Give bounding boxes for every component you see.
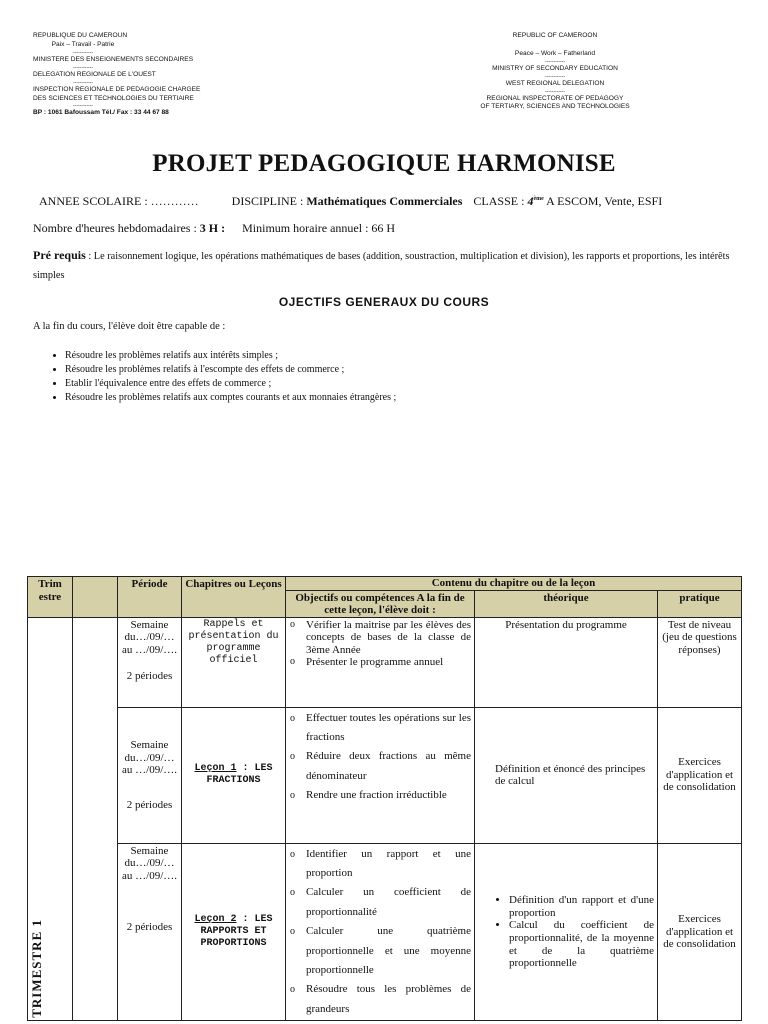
trimestre-cell (28, 617, 73, 1021)
header-periode: Période (118, 577, 182, 618)
prerequis-label: Pré requis (33, 248, 86, 262)
header-right-line: Peace – Work – Fatherland (514, 49, 596, 57)
periode-cell (118, 617, 182, 707)
lecon-cell (182, 843, 286, 1021)
header-left-line: DES SCIENCES ET TECHNOLOGIES DU TERTIAIRE (33, 94, 194, 102)
theorique-text: Définition et énoncé des principes de calcul (495, 762, 646, 788)
theorique-text: Présentation du programme (505, 618, 627, 631)
pratique-cell (658, 617, 742, 707)
theorique-cell (475, 707, 658, 843)
header-right-line: REGIONAL INSPECTORATE OF PEDAGOGY (486, 94, 624, 102)
pratique-text: Exercices d'application et de consolidation (663, 913, 736, 951)
periode-count: 2 périodes (126, 670, 173, 683)
objectif-item: o Effectuer toutes les opérations sur les fractions (306, 709, 471, 748)
classe-num: 4 (527, 194, 534, 208)
objectif-item: o Calculer un coefficient de proportionnalité (306, 883, 471, 922)
lecon-title: : LES RAPPORTS ET PROPORTIONS (200, 913, 273, 949)
list-item: • Résoudre les problèmes relatifs aux comptes courants et aux monnaies étrangères ; (65, 391, 396, 405)
page-title: PROJET PEDAGOGIQUE HARMONISE (152, 150, 616, 177)
header-left-line: DELEGATION REGIONALE DE L'OUEST (33, 70, 156, 78)
header-divider: ------------ (73, 79, 93, 86)
objectif-item: o Réduire deux fractions au même dénominateur (306, 747, 471, 786)
header-right-line: OF TERTIARY, SCIENCES AND TECHNOLOGIES (480, 103, 630, 111)
minimum-horaire: Minimum horaire annuel : 66 H (242, 221, 396, 235)
header-left-line: Paix – Travail - Patrie (51, 40, 115, 48)
lecon-cell (182, 617, 286, 707)
periode-count: 2 périodes (126, 798, 173, 811)
lecon-prefix: Leçon 2 (194, 913, 237, 925)
periode-semaine: Semaine du…/09/… au …/09/…. (122, 618, 177, 656)
header-empty (73, 577, 118, 618)
objectifs-cell (286, 707, 475, 843)
pratique-text: Exercices d'application et de consolidation (663, 756, 736, 794)
list-item: • Résoudre les problèmes relatifs à l'escompte des effets de commerce ; (65, 363, 396, 377)
objectif-item: o Rendre une fraction irréductible (306, 786, 471, 805)
header-right (480, 32, 630, 112)
objectifs-title: OJECTIFS GENERAUX DU COURS (278, 295, 490, 309)
header-divider: ------------ (545, 58, 565, 65)
header-divider: ------------ (545, 73, 565, 80)
header-right-line: MINISTRY OF SECONDARY EDUCATION (492, 64, 618, 72)
objectif-item: o Présenter le programme annuel (306, 656, 471, 669)
table-header-row (28, 577, 742, 591)
header-chapitres: Chapitres ou Leçons (182, 577, 286, 618)
objectif-item: o Résoudre tous les problèmes de grandeurs (306, 980, 471, 1019)
pratique-cell (658, 707, 742, 843)
lecon-title: Rappels et présentation du programme officiel (188, 618, 279, 666)
header-theorique: théorique (475, 590, 658, 617)
periode-count: 2 périodes (126, 921, 173, 934)
periode-cell (118, 707, 182, 843)
periode-semaine: Semaine du…/09/… au …/09/…. (122, 844, 177, 882)
header-divider: ------------ (73, 103, 93, 110)
table-row (28, 707, 742, 843)
prerequis-text: : Le raisonnement logique, les opérations mathématiques de bases (addition, soustraction, multiplication et division), les rapports et proportions, les intérêts simples (33, 251, 730, 281)
header-left-line: INSPECTION REGIONALE DE PEDAGOGIE CHARGEE (33, 85, 201, 93)
trimestre-label: TRIMESTRE 1 (29, 919, 44, 1019)
header-divider: ------------ (73, 49, 93, 56)
header-objectifs: Objectifs ou compétences A la fin de cette leçon, l'élève doit : (286, 590, 475, 617)
heures-value: 3 H : (199, 221, 226, 235)
theorique-item: • Définition d'un rapport et d'une proportion (509, 894, 654, 919)
objectifs-list (33, 349, 396, 405)
discipline-value: Mathématiques Commerciales (306, 194, 463, 208)
annee-scolaire: ANNEE SCOLAIRE : ………… (39, 194, 199, 208)
header-divider: ------------ (73, 64, 93, 71)
pratique-cell (658, 843, 742, 1021)
header-trimestre: Trim estre (28, 577, 73, 618)
header-left (33, 32, 200, 118)
lecon-prefix: Leçon 1 (194, 763, 237, 775)
theorique-cell (475, 617, 658, 707)
header-divider: ------------ (545, 88, 565, 95)
lecon-title: : LES FRACTIONS (206, 763, 273, 787)
classe-sup: ème (533, 196, 544, 202)
table-row (28, 617, 742, 707)
empty-cell (73, 617, 118, 1021)
header-contact: BP : 1061 Bafoussam Tél./ Fax : 33 44 67 88 (33, 109, 169, 117)
objectif-item: o Calculer une quatrième proportionnelle et une moyenne proportionnelle (306, 922, 471, 980)
objectif-item: o Vérifier la maitrise par les élèves des concepts de bases de la classe de 3ème Année (306, 619, 471, 657)
objectifs-cell (286, 843, 475, 1021)
prerequis (33, 246, 738, 285)
programme-table (27, 576, 742, 1021)
header-right-line: WEST REGIONAL DELEGATION (505, 79, 605, 87)
header-contenu: Contenu du chapitre ou de la leçon (286, 577, 742, 591)
list-item: • Résoudre les problèmes relatifs aux intérêts simples ; (65, 349, 396, 363)
info-line-2 (33, 221, 395, 236)
objectif-item: o Identifier un rapport et une proportion (306, 845, 471, 884)
pratique-text: Test de niveau (jeu de questions réponses) (662, 618, 737, 656)
classe-rest: A ESCOM, Vente, ESFI (543, 194, 663, 208)
heures-label: Nombre d'heures hebdomadaires : (33, 221, 200, 235)
classe-label: CLASSE : (473, 194, 528, 208)
theorique-item: • Calcul du coefficient de proportionnalité, de la moyenne et de la quatrième proportionnelle (509, 919, 654, 969)
periode-cell (118, 843, 182, 1021)
lecon-cell (182, 707, 286, 843)
header-left-line: MINISTERE DES ENSEIGNEMENTS SECONDAIRES (33, 55, 194, 63)
info-line-1 (33, 194, 662, 209)
theorique-cell (475, 843, 658, 1021)
list-item: • Etablir l'équivalence entre des effets de commerce ; (65, 377, 396, 391)
discipline-label: DISCIPLINE : (231, 194, 307, 208)
header-left-line: REPUBLIQUE DU CAMEROUN (33, 32, 128, 39)
header-right-line: REPUBLIC OF CAMEROON (512, 32, 598, 39)
objectifs-cell (286, 617, 475, 707)
periode-semaine: Semaine du…/09/… au …/09/…. (122, 738, 177, 777)
objectifs-intro: A la fin du cours, l'élève doit être capable de : (33, 321, 226, 332)
table-row (28, 843, 742, 1021)
header-pratique: pratique (658, 590, 742, 617)
